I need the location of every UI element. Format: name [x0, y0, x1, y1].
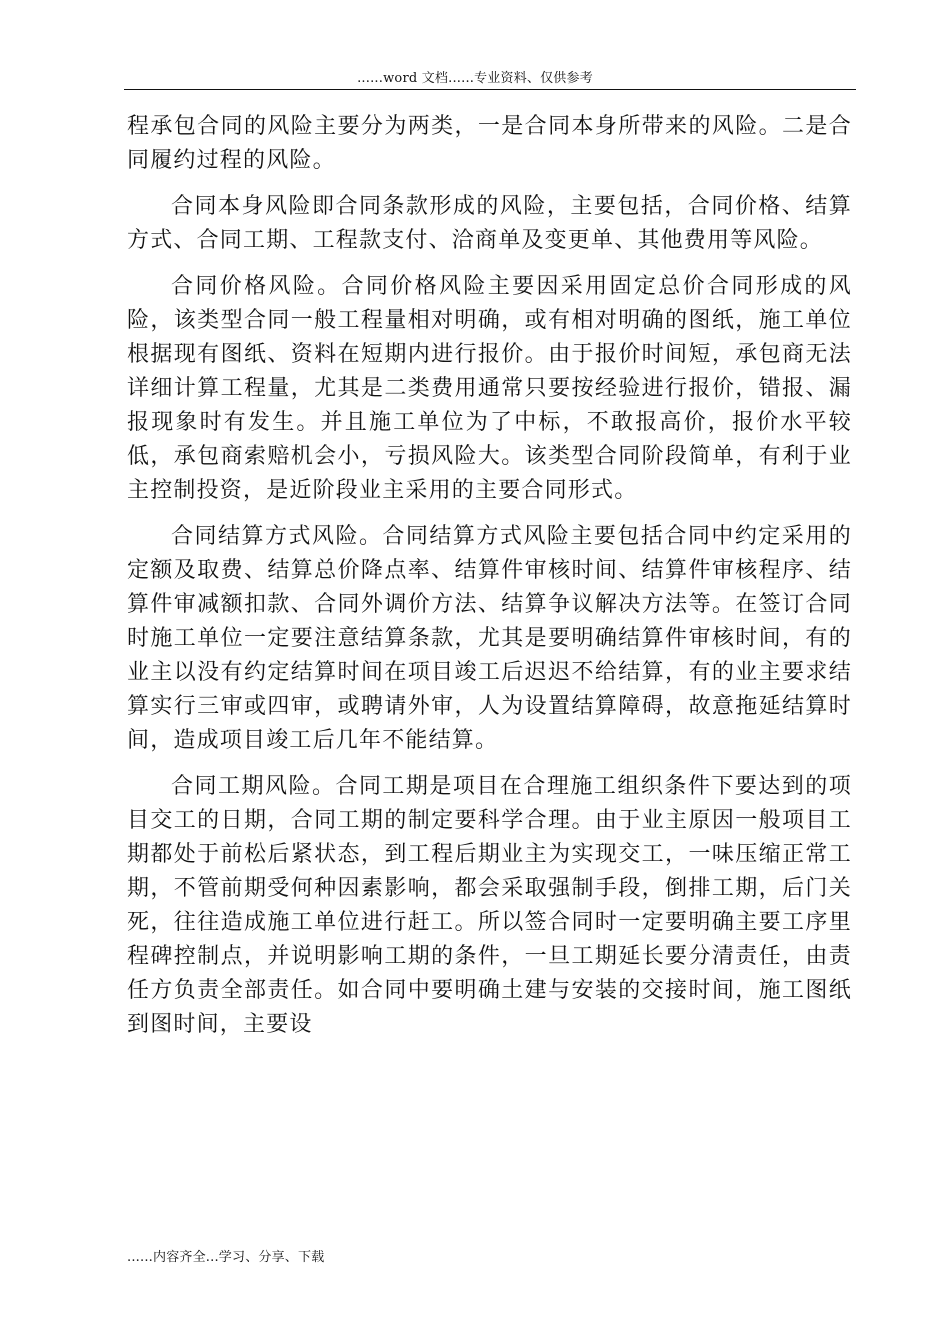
paragraph-schedule-risk: 合同工期风险。合同工期是项目在合理施工组织条件下要达到的项目交工的日期，合同工期的制定要科学合理。由于业主原因一般项目工期都处于前松后紧状态，到工程后期业主为实现交工，一味压缩正常工期，不管前期受何种因素影响，都会采取强制手段，倒排工期，后门关死，往往造成施工单位进行赶工。所以签合同时一定要明确主要工序里程碑控制点，并说明影响工期的条件，一旦工期延长要分清责任，由责任方负责全部责任。如合同中要明确土建与安装的交接时间，施工图纸到图时间，主要设: [127, 774, 852, 1037]
page-footer: ......内容齐全...学习、分享、下载: [127, 1250, 325, 1265]
page-header: ......word 文档......专业资料、仅供参考: [357, 71, 593, 86]
document-body: [127, 110, 852, 1054]
paragraph-contract-risk-types: 程承包合同的风险主要分为两类，一是合同本身所带来的风险。二是合同履约过程的风险。: [127, 114, 852, 173]
paragraph-settlement-risk: 合同结算方式风险。合同结算方式风险主要包括合同中约定采用的定额及取费、结算总价降点率、结算件审核时间、结算件审核程序、结算件审减额扣款、合同外调价方法、结算争议解决方法等。在签订合同时施工单位一定要注意结算条款，尤其是要明确结算件审核时间，有的业主以没有约定结算时间在项目竣工后迟迟不给结算，有的业主要求结算实行三审或四审，或聘请外审，人为设置结算障碍，故意拖延结算时间，造成项目竣工后几年不能结算。: [127, 524, 852, 753]
paragraph-contract-clause-risk: 合同本身风险即合同条款形成的风险，主要包括，合同价格、结算方式、合同工期、工程款支付、洽商单及变更单、其他费用等风险。: [127, 194, 852, 253]
paragraph-price-risk: 合同价格风险。合同价格风险主要因采用固定总价合同形成的风险，该类型合同一般工程量相对明确，或有相对明确的图纸，施工单位根据现有图纸、资料在短期内进行报价。由于报价时间短，承包商无法详细计算工程量，尤其是二类费用通常只要按经验进行报价，错报、漏报现象时有发生。并且施工单位为了中标，不敢报高价，报价水平较低，承包商索赔机会小，亏损风险大。该类型合同阶段简单，有利于业主控制投资，是近阶段业主采用的主要合同形式。: [127, 274, 852, 503]
header-rule: [124, 89, 856, 90]
